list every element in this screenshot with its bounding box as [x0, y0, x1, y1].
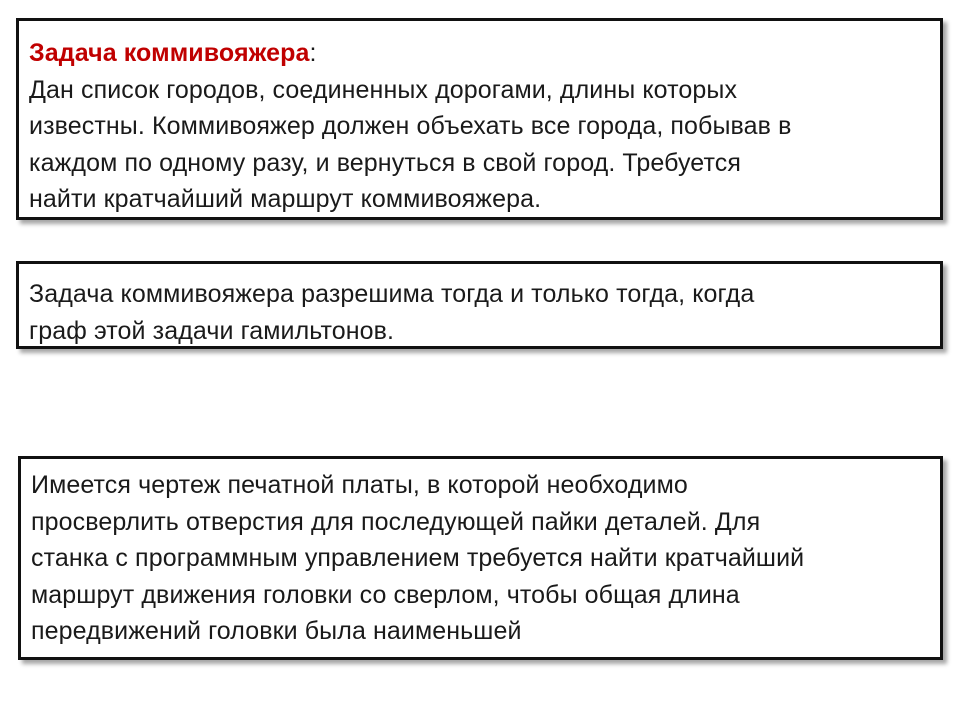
problem-text-line: каждом по одному разу, и вернуться в свой город. Требуется — [29, 148, 741, 177]
pcb-text-line: станка с программным управлением требуется найти кратчайший — [31, 544, 805, 572]
solvability-text-line: Задача коммивояжера разрешима тогда и только тогда, когда — [29, 280, 755, 308]
problem-text-line: найти кратчайший маршрут коммивояжера. — [29, 185, 542, 213]
problem-text-line: Дан список городов, соединенных дорогами, длины которых — [29, 75, 738, 104]
pcb-text-line: передвижений головки была наименьшей — [31, 617, 522, 645]
problem-heading: Задача коммивояжера — [29, 39, 310, 67]
problem-heading-line — [29, 35, 930, 72]
problem-heading-colon: : — [309, 39, 317, 67]
problem-definition-box — [16, 18, 943, 220]
solvability-box — [16, 261, 943, 349]
pcb-text-line: просверлить отверстия для последующей пайки деталей. Для — [31, 507, 761, 536]
pcb-example-box — [18, 456, 943, 660]
problem-text-line: известны. Коммивояжер должен объехать все города, побывав в — [29, 112, 792, 140]
solvability-text-line: граф этой задачи гамильтонов. — [29, 316, 395, 345]
pcb-text-line: маршрут движения головки со сверлом, чтобы общая длина — [31, 580, 740, 609]
pcb-text-line: Имеется чертеж печатной платы, в которой необходимо — [31, 471, 688, 499]
